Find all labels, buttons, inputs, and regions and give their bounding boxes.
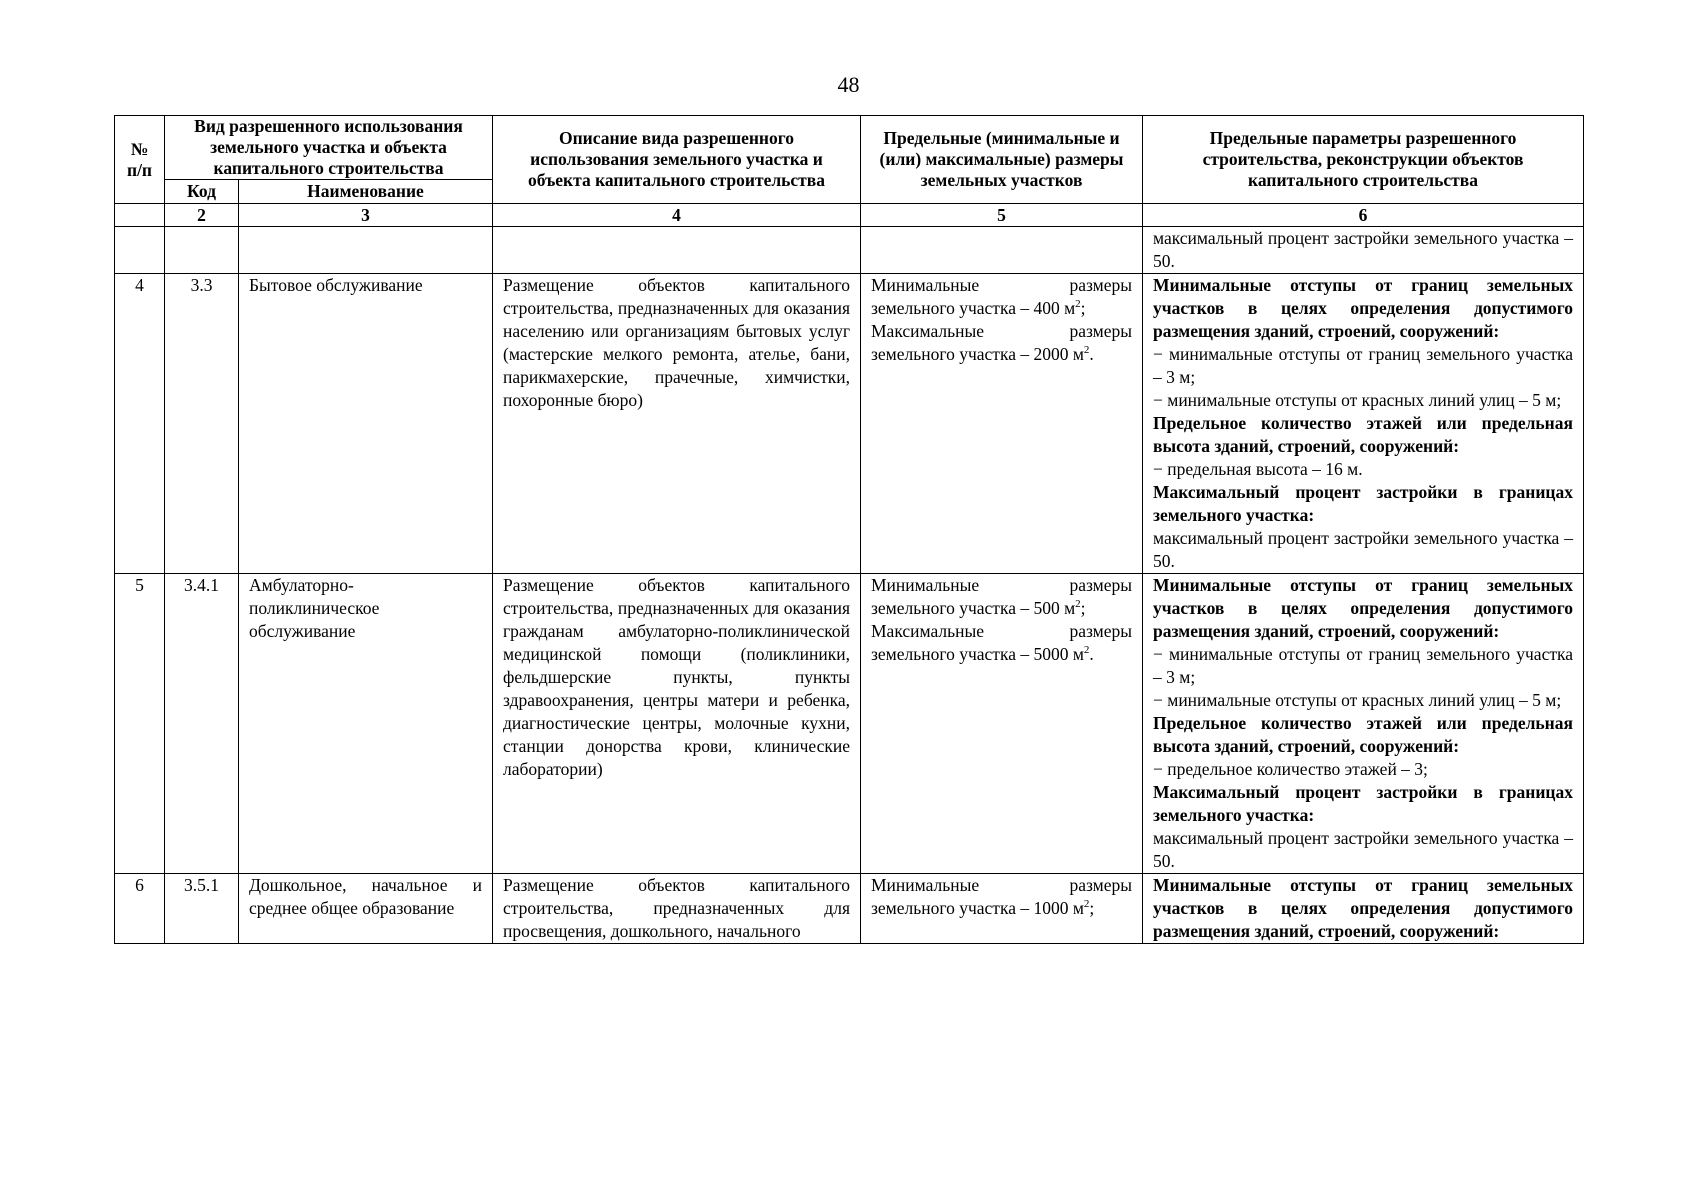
page-number: 48 [837,72,860,97]
size-text: Минимальные размеры земельного участка – 1000 м [871,875,1132,918]
header-num: № п/п [115,116,165,204]
column-number: 2 [165,204,239,227]
cell-empty [861,227,1143,274]
param-heading: Предельное количество этажей или предельная высота зданий, строений, сооружений: [1153,413,1573,456]
param-value: − минимальные отступы от красных линий улиц – 5 м; [1153,690,1562,710]
size-text: Минимальные размеры земельного участка – 400 м [871,275,1132,318]
param-heading: Минимальные отступы от границ земельных участков в целях определения допустимого размещения зданий, строений, сооружений: [1153,875,1573,941]
param-heading: Минимальные отступы от границ земельных участков в целях определения допустимого размещения зданий, строений, сооружений: [1153,275,1573,341]
row-sizes [861,574,1143,874]
superscript: 2 [1083,644,1090,657]
size-text: . [1089,644,1094,664]
superscript: 2 [1075,298,1081,311]
row-params [1143,574,1584,874]
column-number: 3 [239,204,493,227]
row-number: 5 [115,574,165,874]
header-sizes: Предельные (минимальные и (или) максимальные) размеры земельных участков [861,116,1143,204]
row-description: Размещение объектов капитального строительства, предназначенных для оказания гражданам амбулаторно-поликлинической медицинской помощи (поликлиники, фельдшерские пункты, пункты здравоохранения, центры матери и ребенка, диагностические центры, молочные кухни, станции донорства крови, клинические лаборатории) [493,574,861,874]
header-use-type: Вид разрешенного использования земельного участка и объекта капитального строительства [165,116,493,180]
continuation-params: максимальный процент застройки земельного участка – 50. [1143,227,1584,274]
land-use-table [114,115,1584,944]
column-number: 4 [493,204,861,227]
param-heading: Максимальный процент застройки в границах земельного участка: [1153,482,1573,525]
size-text: ; [1089,898,1095,918]
cell-empty [493,227,861,274]
cell-empty [239,227,493,274]
cell-empty [115,227,165,274]
row-name: Бытовое обслуживание [239,274,493,574]
column-number-row [115,204,1584,227]
param-value: максимальный процент застройки земельного участка – 50. [1153,528,1573,571]
row-code: 3.5.1 [165,874,239,944]
row-params [1143,274,1584,574]
size-text: . [1089,344,1094,364]
column-number: 6 [1143,204,1584,227]
param-value: − предельное количество этажей – 3; [1153,759,1428,779]
superscript: 2 [1083,898,1090,911]
row-code: 3.4.1 [165,574,239,874]
param-heading: Минимальные отступы от границ земельных участков в целях определения допустимого размещения зданий, строений, сооружений: [1153,575,1573,641]
size-text: ; [1080,298,1086,318]
header-name: Наименование [239,180,493,204]
table-row [115,874,1584,944]
row-number: 6 [115,874,165,944]
param-value: − минимальные отступы от границ земельного участка – 3 м; [1153,344,1573,387]
row-number: 4 [115,274,165,574]
param-heading: Максимальный процент застройки в границах земельного участка: [1153,782,1573,825]
row-name: Дошкольное, начальное и среднее общее образование [239,874,493,944]
param-value: максимальный процент застройки земельного участка – 50. [1153,828,1573,871]
row-description: Размещение объектов капитального строительства, предназначенных для оказания населению или организациям бытовых услуг (мастерские мелкого ремонта, ателье, бани, парикмахерские, прачечные, химчистки, похоронные бюро) [493,274,861,574]
param-heading: Предельное количество этажей или предельная высота зданий, строений, сооружений: [1153,713,1573,756]
header-code: Код [165,180,239,204]
table-row [115,274,1584,574]
column-number: 5 [861,204,1143,227]
header-description: Описание вида разрешенного использования земельного участка и объекта капитального строительства [493,116,861,204]
size-text: ; [1080,598,1086,618]
row-sizes [861,274,1143,574]
row-description: Размещение объектов капитального строительства, предназначенных для просвещения, дошкольного, начального [493,874,861,944]
column-number [115,204,165,227]
continuation-row [115,227,1584,274]
row-code: 3.3 [165,274,239,574]
param-value: − минимальные отступы от границ земельного участка – 3 м; [1153,644,1573,687]
cell-empty [165,227,239,274]
header-params: Предельные параметры разрешенного строительства, реконструкции объектов капитального строительства [1143,116,1584,204]
param-value: − минимальные отступы от красных линий улиц – 5 м; [1153,390,1562,410]
row-name: Амбулаторно-поликлиническое обслуживание [239,574,493,874]
row-params [1143,874,1584,944]
row-sizes [861,874,1143,944]
size-text: Максимальные размеры земельного участка – 5000 м [871,621,1132,664]
param-value: − предельная высота – 16 м. [1153,459,1363,479]
superscript: 2 [1075,598,1081,611]
size-text: Минимальные размеры земельного участка – 500 м [871,575,1132,618]
table-row [115,574,1584,874]
superscript: 2 [1083,344,1090,357]
size-text: Максимальные размеры земельного участка – 2000 м [871,321,1132,364]
